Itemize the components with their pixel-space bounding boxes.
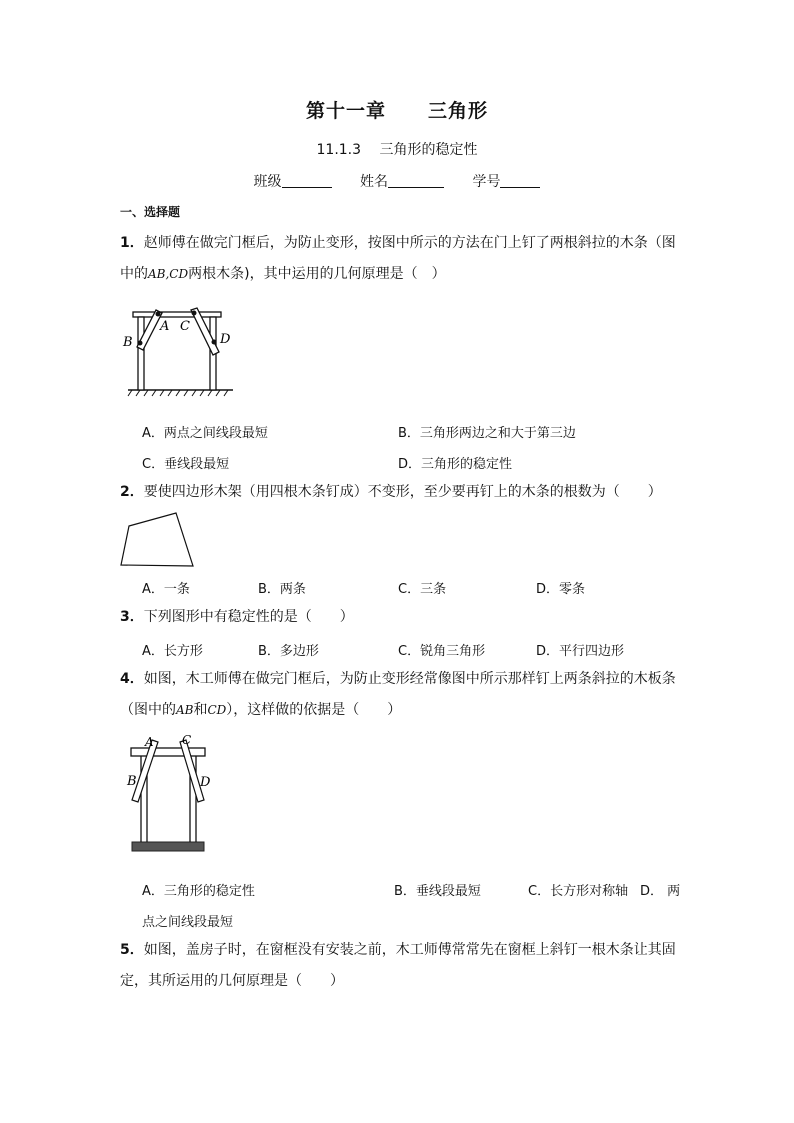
door-frame-figure-1 <box>118 302 248 400</box>
question-4-text: 如图，木工师傅在做完门框后，为防止变形经常像图中所示那样钉上两条斜拉的木板条 <box>143 671 676 687</box>
q4-option-a[interactable]: A．三角形的稳定性 <box>142 884 255 899</box>
q3-option-a[interactable]: A．长方形 <box>142 644 203 659</box>
q2-option-c[interactable]: C．三条 <box>398 582 447 597</box>
q1-option-b[interactable]: B．三角形两边之和大于第三边 <box>398 426 576 441</box>
door-frame-figure-2 <box>118 732 218 857</box>
q3-option-d[interactable]: D．平行四边形 <box>536 644 625 659</box>
label-C: C <box>180 319 190 334</box>
question-1: 1．赵师傅在做完门框后，为防止变形，按图中所示的方法在门上钉了两根斜拉的木条（图 中的AB,CD两根木条)，其中运用的几何原理是（ ） <box>120 235 676 282</box>
label-A: A <box>160 319 170 334</box>
section-title: 11.1.3 三角形的稳定性 <box>316 142 478 158</box>
class-blank[interactable] <box>282 173 332 188</box>
chapter-name: 三角形 <box>428 100 489 122</box>
question-2-text: 要使四边形木架（用四根木条钉成）不变形，至少要再钉上的木条的根数为（ ） <box>143 484 662 500</box>
question-1-text: 赵师傅在做完门框后，为防止变形，按图中所示的方法在门上钉了两根斜拉的木条（图 <box>143 235 676 251</box>
student-info-fields <box>0 171 794 191</box>
question-5-text: 如图，盖房子时，在窗框没有安装之前，木工师傅常常先在窗框上斜钉一根木条让其固 <box>143 942 676 958</box>
label-B: B <box>127 774 137 789</box>
q4-option-c[interactable]: C．长方形对称轴 <box>528 884 629 899</box>
question-2: 2．要使四边形木架（用四根木条钉成）不变形，至少要再钉上的木条的根数为（ ） <box>120 484 662 500</box>
question-3: 3．下列图形中有稳定性的是（ ） <box>120 609 354 625</box>
section-heading: 一、选择题 <box>120 205 181 219</box>
q1-option-d[interactable]: D．三角形的稳定性 <box>398 457 513 472</box>
chapter-title <box>0 96 794 123</box>
label-B: B <box>123 335 133 350</box>
q3-option-b[interactable]: B．多边形 <box>258 644 319 659</box>
q4-option-b[interactable]: B．垂线段最短 <box>394 884 481 899</box>
label-C: C <box>182 733 192 747</box>
student-id-field[interactable]: 学号 <box>472 171 540 191</box>
quadrilateral-figure <box>118 510 198 570</box>
q3-option-c[interactable]: C．锐角三角形 <box>398 644 486 659</box>
q2-option-d[interactable]: D．零条 <box>536 582 586 597</box>
q4-option-d[interactable]: D． 两 <box>640 884 681 899</box>
label-A: A <box>145 735 154 749</box>
q4-option-d-continued[interactable]: 点之间线段最短 <box>142 915 234 930</box>
question-3-text: 下列图形中有稳定性的是（ ） <box>143 609 354 625</box>
q1-option-c[interactable]: C．垂线段最短 <box>142 457 230 472</box>
question-4: 4．如图，木工师傅在做完门框后，为防止变形经常像图中所示那样钉上两条斜拉的木板条 （图中的AB和CD），这样做的依据是（ ） <box>120 671 676 718</box>
q2-option-a[interactable]: A．一条 <box>142 582 190 597</box>
class-field[interactable]: 班级 <box>254 171 332 191</box>
student-id-blank[interactable] <box>500 173 540 188</box>
question-5: 5．如图，盖房子时，在窗框没有安装之前，木工师傅常常先在窗框上斜钉一根木条让其固 定，其所运用的几何原理是（ ） <box>120 942 676 989</box>
name-blank[interactable] <box>388 173 444 188</box>
q2-option-b[interactable]: B．两条 <box>258 582 306 597</box>
q1-option-a[interactable]: A．两点之间线段最短 <box>142 426 268 441</box>
label-D: D <box>220 332 231 347</box>
chapter-number: 第十一章 <box>305 100 386 122</box>
name-field[interactable]: 姓名 <box>360 171 444 191</box>
label-D: D <box>200 775 211 790</box>
